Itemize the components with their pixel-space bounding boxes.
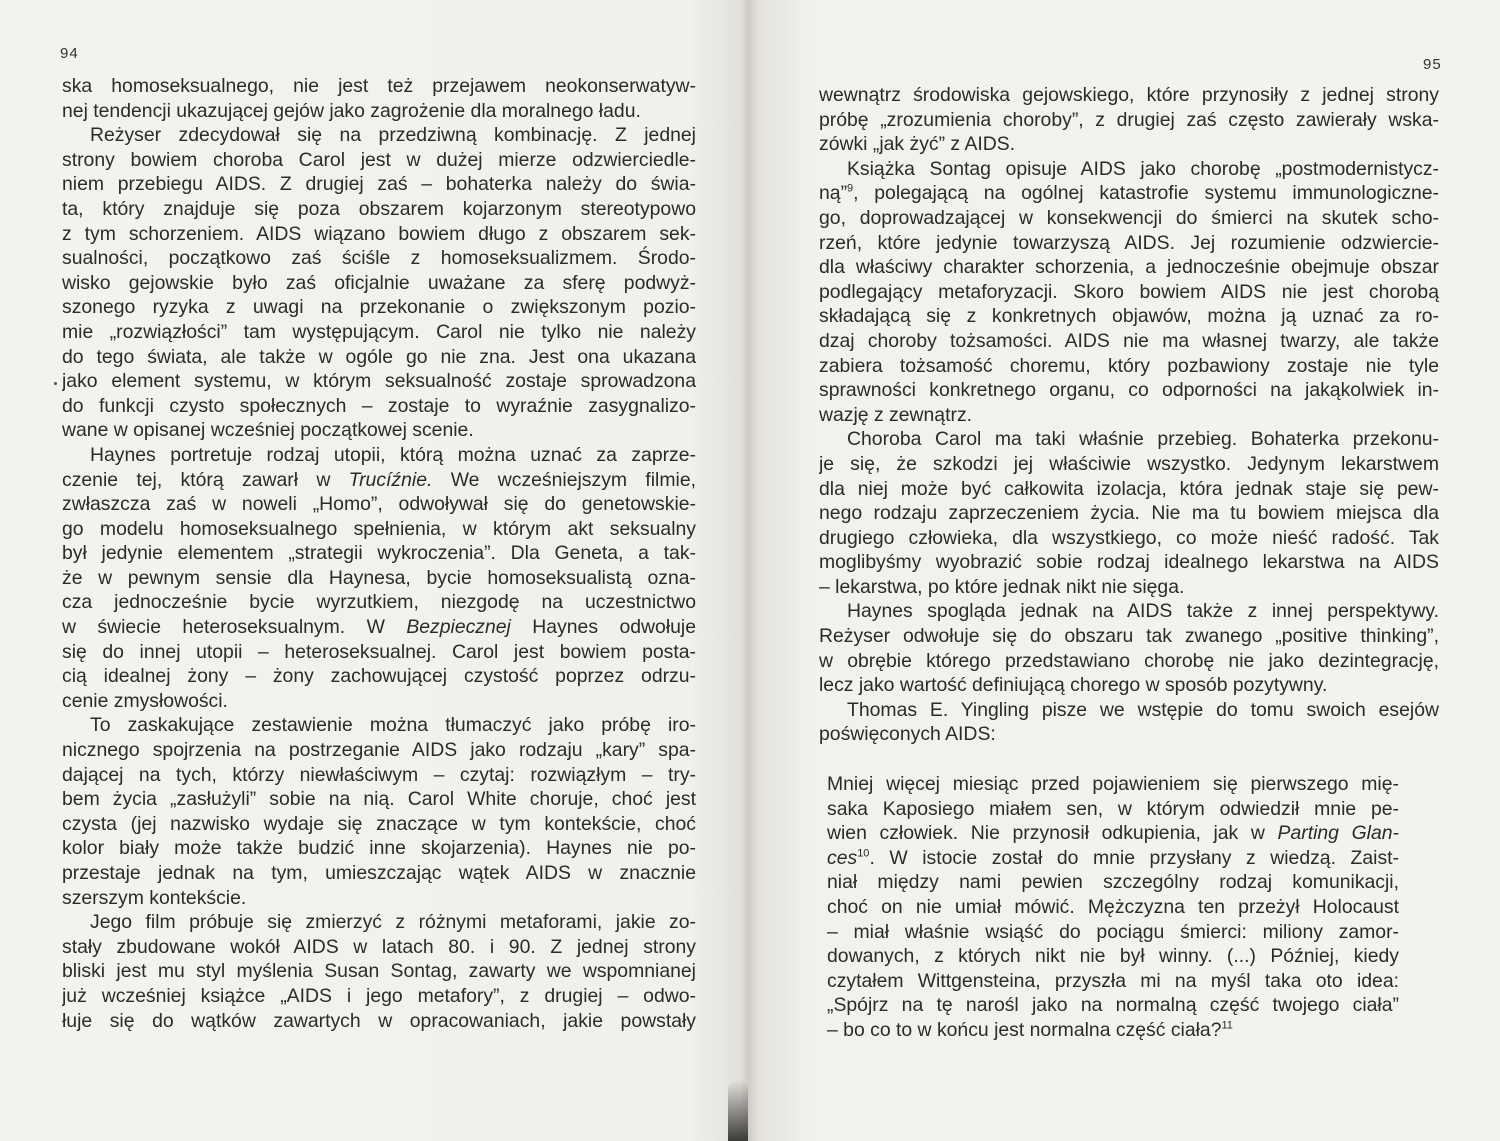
quote-line: – miał właśnie wsiąść do pociągu śmierci: miliony zamor- xyxy=(827,920,1399,943)
right-text-line: zówki „jak żyć” z AIDS. xyxy=(819,133,1016,156)
left-page xyxy=(0,0,745,1141)
right-text-line: lecz jako wartość definiującą chorego w sposób pozytywny. xyxy=(819,674,1328,697)
left-text-line: przestaje jednak na tym, umieszczając wątek AIDS w znacznie xyxy=(62,862,696,884)
left-text-line: bem życia „zasłużyli” sobie na nią. Carol White choruje, choć jest xyxy=(62,788,696,811)
left-text-line: jako element systemu, w którym seksualność zostaje sprowadzona xyxy=(62,370,696,393)
left-text-line: To zaskakujące zestawienie można tłumaczyć jako próbę iro- xyxy=(90,714,696,737)
right-text-line: wazję z zewnątrz. xyxy=(819,403,973,426)
left-text-line: bliski jest mu styl myślenia Susan Sontag, zawarty we wspomnianej xyxy=(62,960,696,983)
right-text-line: próbę „zrozumienia choroby”, z drugiej zaś często zawierały wska- xyxy=(819,108,1439,131)
right-text-line: dla niej może być całkowita izolacja, która jednak staje się pew- xyxy=(819,477,1439,500)
right-text-line: nego rodzaju zaprzeczeniem życia. Nie ma tu bowiem miejsca dla xyxy=(819,502,1439,525)
right-text-line: w obrębie którego przedstawiano chorobę nie jako dezintegrację, xyxy=(819,649,1439,672)
left-text-line: wane w opisanej wcześniej początkowej scenie. xyxy=(62,419,474,442)
left-text-line: łuje się do wątków zawartych w opracowaniach, jakie powstały xyxy=(62,1009,696,1032)
left-text-line: nicznego spojrzenia na postrzeganie AIDS jako rodzaju „kary” spa- xyxy=(62,739,696,762)
right-text-line: Książka Sontag opisuje AIDS jako chorobę „postmodernistycz- xyxy=(847,157,1439,180)
left-text-line: go modelu homoseksualnego spełnienia, w którym akt seksualny xyxy=(62,517,696,540)
page-number-right: 95 xyxy=(1423,56,1442,73)
left-text-line: stały zbudowane wokół AIDS w latach 80. i 90. Z jednej strony xyxy=(62,935,696,958)
right-text-line: podlegający metaforyzacji. Skoro bowiem AIDS nie jest chorobą xyxy=(819,280,1439,303)
quote-line: „Spójrz na tę narośl jako na normalną część twojego ciała” xyxy=(827,994,1399,1017)
left-text-line: Haynes portretuje rodzaj utopii, którą można uznać za zaprze- xyxy=(90,443,696,466)
right-text-line: go, doprowadzającej w konsekwencji do śmierci na skutek scho- xyxy=(819,206,1439,229)
right-text-line: poświęconych AIDS: xyxy=(819,723,996,746)
right-page-body-text xyxy=(819,83,1439,747)
right-text-line: wewnątrz środowiska gejowskiego, które przynosiły z jednej strony xyxy=(819,84,1439,106)
left-text-line: nej tendencji ukazującej gejów jako zagrożenie dla moralnego ładu. xyxy=(62,99,641,122)
left-text-line: cza jednocześnie bycie wyrzutkiem, niezgodę na uczestnictwo xyxy=(62,591,696,614)
right-text-line: je się, że szkodzi jej właściwie wszystko. Jedynym lekarstwem xyxy=(819,452,1439,475)
right-text-line: – lekarstwa, po które jednak nikt nie sięga. xyxy=(819,575,1185,598)
quote-line: choć on nie umiał mówić. Mężczyzna ten przeżył Holocaust xyxy=(827,895,1399,918)
left-text-line: z tym schorzeniem. AIDS wiązano bowiem długo z obszarem sek- xyxy=(62,222,696,245)
quote-line: dowanych, z których nikt nie był winny. (...) Później, kiedy xyxy=(827,945,1399,968)
right-page xyxy=(755,0,1500,1141)
left-text-line: czysta (jej nazwisko wydaje się znaczące w tym kontekście, choć xyxy=(62,812,696,835)
left-text-line: ta, który znajduje się poza obszarem kojarzonym stereotypowo xyxy=(62,197,696,220)
left-text-line: był jedynie elementem „strategii wykroczenia”. Dla Geneta, a tak- xyxy=(62,542,696,565)
left-text-line: sualności, początkowo zaś ściśle z homoseksualizmem. Środo- xyxy=(62,247,696,270)
block-quote xyxy=(827,772,1399,1043)
quote-line: saka Kaposiego miałem sen, w którym odwiedził mnie pe- xyxy=(827,797,1399,820)
left-text-line: cią idealnej żony – żony zachowującej czystość poprzez odrzu- xyxy=(62,665,696,688)
right-text-line: sprawności konkretnego organu, co odporności na jakąkolwiek in- xyxy=(819,379,1439,402)
left-text-line: zwłaszcza zaś w noweli „Homo”, odwoływał się do genetowskie- xyxy=(62,493,696,516)
left-text-line: wisko gejowskie było zaś oficjalnie uważane za sferę podwyż- xyxy=(62,271,696,294)
left-text-line: cenie zmysłowości. xyxy=(62,689,228,712)
right-text-line: dzaj choroby tożsamości. AIDS nie ma własnej twarzy, ale także xyxy=(819,329,1439,352)
right-text-line: zabiera tożsamość choremu, który pozbawiony zostaje nie tyle xyxy=(819,354,1439,377)
left-text-line: czenie tej, którą zawarł w Trucíźnie. We wcześniejszym filmie, xyxy=(62,468,696,491)
left-text-line: ska homoseksualnego, nie jest też przejawem neokonserwatyw- xyxy=(62,75,696,97)
left-text-line: się do innej utopii – heteroseksualnej. Carol jest bowiem posta- xyxy=(62,640,696,663)
margin-dot xyxy=(54,382,57,385)
left-text-line: kolor biały może także budzić inne skojarzenia). Haynes nie po- xyxy=(62,837,696,860)
right-text-line: rzeń, które jedynie towarzyszą AIDS. Jej rozumienie odzwiercie- xyxy=(819,231,1439,254)
left-page-body-text xyxy=(62,74,696,1033)
right-text-line: drugiego człowieka, dla wszystkiego, co może nieść radość. Tak xyxy=(819,526,1439,549)
left-text-line: szonego ryzyka z uwagi na przekonanie o zwiększonym pozio- xyxy=(62,296,696,319)
right-text-line: Choroba Carol ma taki właśnie przebieg. Bohaterka przekonu- xyxy=(847,428,1439,451)
left-text-line: już wcześniej książce „AIDS i jego metafory”, z drugiej – odwo- xyxy=(62,984,696,1007)
binding-shadow xyxy=(728,1080,748,1141)
quote-line: ces$^{10}$. W istocie został do mnie przysłany z wiedzą. Zaist- xyxy=(827,846,1399,869)
left-text-line: do funkcji czysto społecznych – zostaje to wyraźnie zasygnalizo- xyxy=(62,394,696,417)
left-text-line: niem przebiegu AIDS. Z drugiej zaś – bohaterka należy do świa- xyxy=(62,173,696,196)
left-text-line: szerszym kontekście. xyxy=(62,886,247,909)
left-text-line: strony bowiem choroba Carol jest w dużej mierze odzwierciedle- xyxy=(62,148,696,171)
right-text-line: ną”$^9$, polegającą na ogólnej katastrofie systemu immunologiczne- xyxy=(819,182,1439,205)
quote-line: Mniej więcej miesiąc przed pojawieniem się pierwszego mię- xyxy=(827,773,1399,795)
right-text-line: Haynes spogląda jednak na AIDS także z innej perspektywy. xyxy=(847,600,1439,623)
left-text-line: że w pewnym sensie dla Haynesa, bycie homoseksualistą ozna- xyxy=(62,566,696,589)
left-text-line: Reżyser zdecydował się na przedziwną kombinację. Z jednej xyxy=(90,124,696,147)
right-text-line: składającą się z konkretnych objawów, można ją uznać za ro- xyxy=(819,305,1439,328)
right-text-line: moglibyśmy wyobrazić sobie rodzaj idealnego lekarstwa na AIDS xyxy=(819,551,1439,574)
left-text-line: w świecie heteroseksualnym. W Bezpiecznej Haynes odwołuje xyxy=(62,616,696,639)
quote-line: – bo co to w końcu jest normalna część ciała?$^{11}$ xyxy=(827,1018,1233,1041)
quote-line: wien człowiek. Nie przynosił odkupienia, jak w Parting Glan- xyxy=(827,822,1399,845)
left-text-line: dającej na tych, którzy niewłaściwym – czytaj: rozwiązłym – try- xyxy=(62,763,696,786)
right-text-line: dla właściwy charakter schorzenia, a jednocześnie obejmuje obszar xyxy=(819,256,1439,279)
left-text-line: do tego świata, ale także w ogóle go nie zna. Jest ona ukazana xyxy=(62,345,696,368)
left-text-line: Jego film próbuje się zmierzyć z różnymi metaforami, jakie zo- xyxy=(90,911,696,934)
page-number-left: 94 xyxy=(60,45,79,62)
left-text-line: mie „rozwiązłości” tam występującym. Carol nie tylko nie należy xyxy=(62,320,696,343)
right-text-line: Thomas E. Yingling pisze we wstępie do tomu swoich esejów xyxy=(847,698,1439,721)
right-text-line: Reżyser odwołuje się do obszaru tak zwanego „positive thinking”, xyxy=(819,625,1439,648)
quote-line: niał między nami pewien szczególny rodzaj komunikacji, xyxy=(827,871,1399,894)
quote-line: czytałem Wittgensteina, przyszła mi na myśl taka oto idea: xyxy=(827,969,1399,992)
